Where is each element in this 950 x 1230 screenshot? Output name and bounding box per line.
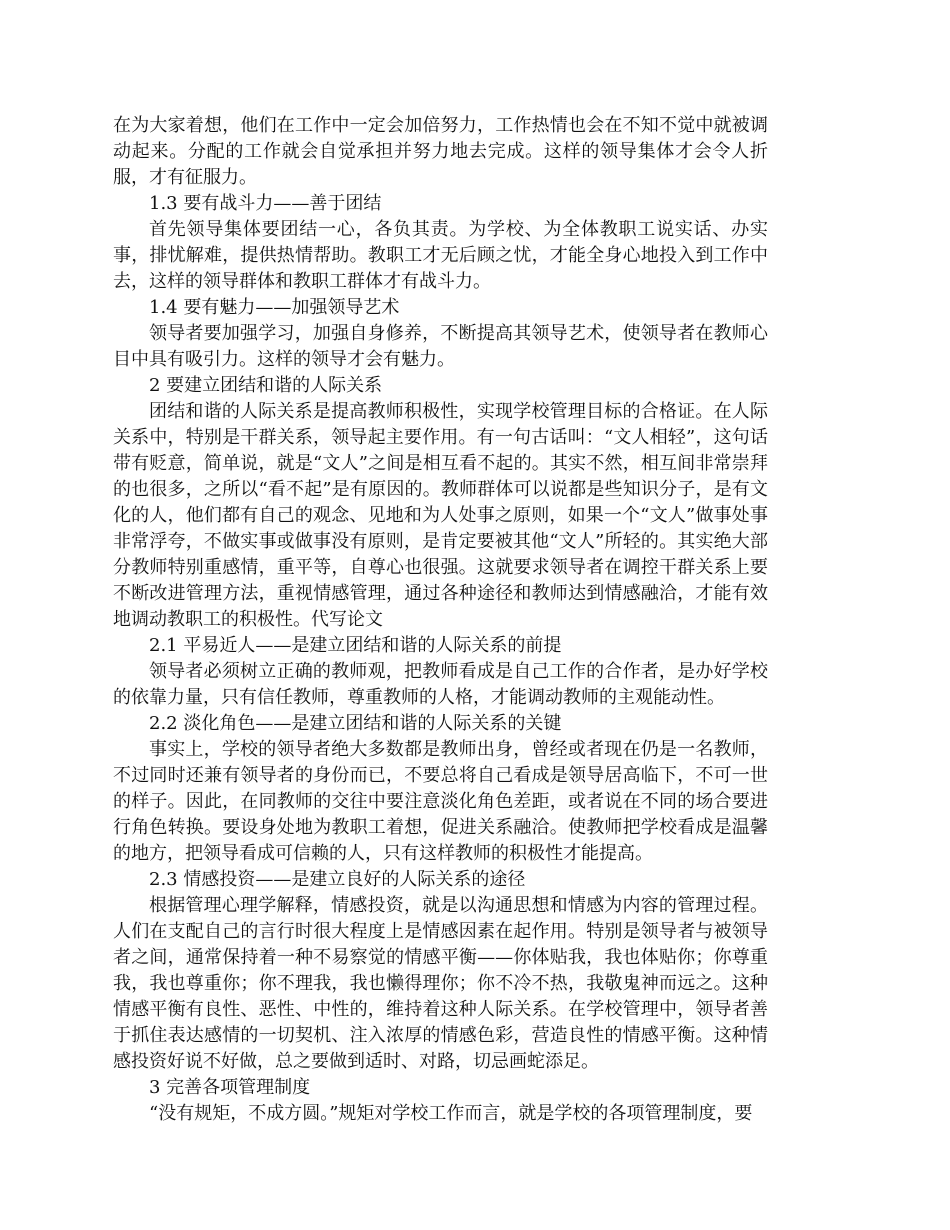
heading-1-3: 1.3 要有战斗力——善于团结 bbox=[149, 193, 382, 214]
heading-2-3: 2.3 情感投资——是建立良好的人际关系的途径 bbox=[149, 869, 526, 890]
paragraph-2: 团结和谐的人际关系是提高教师积极性，实现学校管理目标的合格证。在人际关系中，特别是干群关系，领导起主要作用。有一句古话叫：“文人相轻”，这句话带有贬意，简单说，就是“文人”之间是相互看不起的。其实不然，相互间非常崇拜的也很多，之所以“看不起”是有原因的。教师群体可以说都是些知识分子，是有文化的人，他们都有自己的观念、见地和为人处事之原则，如果一个“文人”做事处事非常浮夸，不做实事或做事没有原则，是肯定要被其他“文人”所轻的。其实绝大部分教师特别重感情，重平等，自尊心也很强。这就要求领导者在调控干群关系上要不断改进管理方法，重视情感管理，通过各种途径和教师达到情感融洽，才能有效地调动教职工的积极性。代写论文 bbox=[113, 401, 768, 630]
paragraph-2-1: 领导者必须树立正确的教师观，把教师看成是自己工作的合作者，是办好学校的依靠力量，只有信任教师，尊重教师的人格，才能调动教师的主观能动性。 bbox=[113, 661, 768, 708]
paragraph-intro: 在为大家着想，他们在工作中一定会加倍努力，工作热情也会在不知不觉中就被调动起来。分配的工作就会自觉承担并努力地去完成。这样的领导集体才会令人折服，才有征服力。 bbox=[113, 115, 768, 188]
paragraph-3: “没有规矩，不成方圆。”规矩对学校工作而言，就是学校的各项管理制度，要 bbox=[149, 1103, 753, 1124]
paragraph-2-2: 事实上，学校的领导者绝大多数都是教师出身，曾经或者现在仍是一名教师，不过同时还兼有领导者的身份而已，不要总将自己看成是领导居高临下，不可一世的样子。因此，在同教师的交往中要注意淡化角色差距，或者说在不同的场合要进行角色转换。要设身处地为教职工着想，促进关系融洽。使教师把学校看成是温馨的地方，把领导看成可信赖的人，只有这样教师的积极性才能提高。 bbox=[113, 739, 768, 864]
document-body bbox=[113, 113, 768, 1127]
paragraph-2-3: 根据管理心理学解释，情感投资，就是以沟通思想和情感为内容的管理过程。人们在支配自己的言行时很大程度上是情感因素在起作用。特别是领导者与被领导者之间，通常保持着一种不易察觉的情感平衡——你体贴我，我也体贴你；你尊重我，我也尊重你；你不理我，我也懒得理你；你不冷不热，我敬鬼神而远之。这种情感平衡有良性、恶性、中性的，维持着这种人际关系。在学校管理中，领导者善于抓住表达感情的一切契机、注入浓厚的情感色彩，营造良性的情感平衡。这种情感投资好说不好做，总之要做到适时、对路，切忌画蛇添足。 bbox=[113, 895, 768, 1072]
heading-2: 2 要建立团结和谐的人际关系 bbox=[149, 375, 383, 396]
paragraph-1-4: 领导者要加强学习，加强自身修养，不断提高其领导艺术，使领导者在教师心目中具有吸引力。这样的领导才会有魅力。 bbox=[113, 323, 768, 370]
heading-2-1: 2.1 平易近人——是建立团结和谐的人际关系的前提 bbox=[149, 635, 562, 656]
paragraph-1-3: 首先领导集体要团结一心，各负其责。为学校、为全体教职工说实话、办实事，排忧解难，提供热情帮助。教职工才无后顾之忧，才能全身心地投入到工作中去，这样的领导群体和教职工群体才有战斗力。 bbox=[113, 219, 768, 292]
heading-2-2: 2.2 淡化角色——是建立团结和谐的人际关系的关键 bbox=[149, 713, 562, 734]
heading-3: 3 完善各项管理制度 bbox=[149, 1077, 311, 1098]
heading-1-4: 1.4 要有魅力——加强领导艺术 bbox=[149, 297, 400, 318]
